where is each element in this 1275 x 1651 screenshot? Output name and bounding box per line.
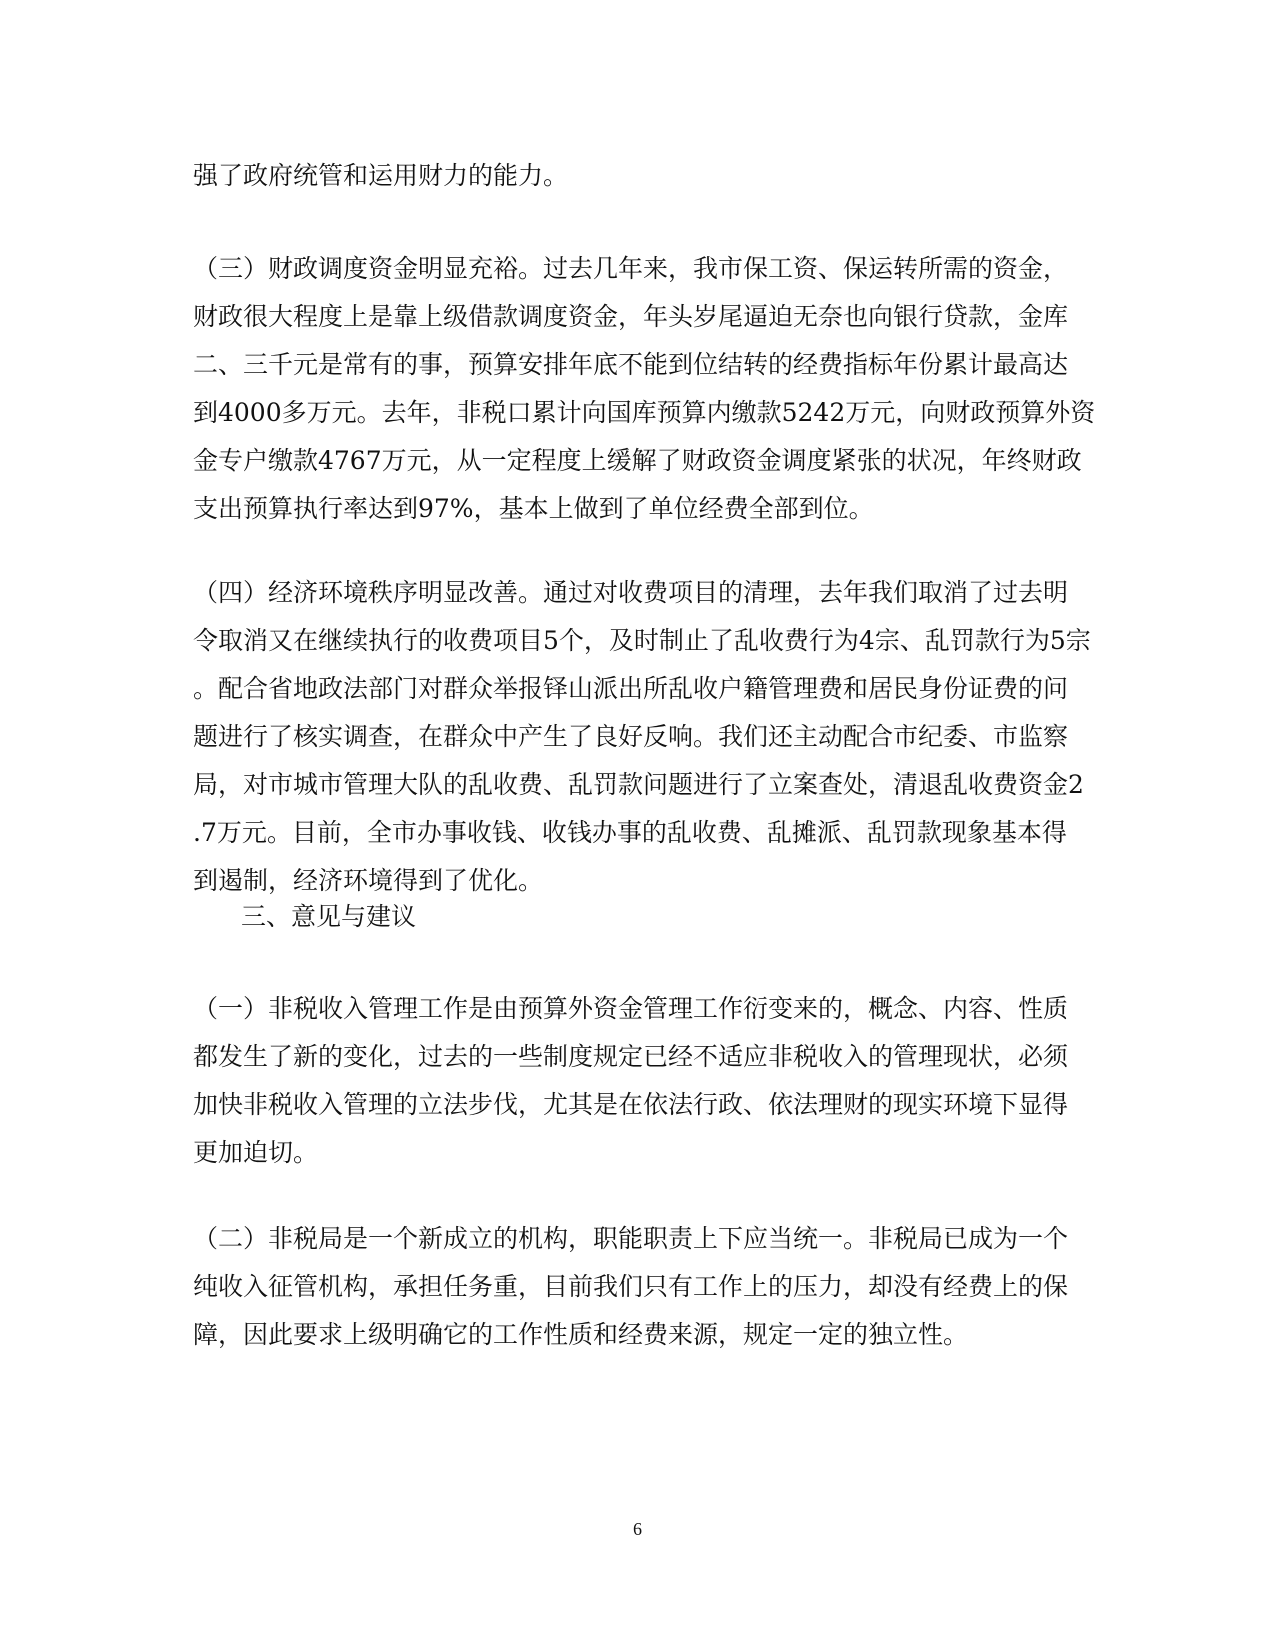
text-line: （二）非税局是一个新成立的机构，职能职责上下应当统一。非税局已成为一个 <box>193 1224 1069 1253</box>
text-line: 题进行了核实调查，在群众中产生了良好反响。我们还主动配合市纪委、市监察 <box>193 722 1069 751</box>
paragraph-legislation <box>193 985 1083 1177</box>
text-line: 障，因此要求上级明确它的工作性质和经费来源，规定一定的独立性。 <box>193 1320 969 1349</box>
text-line: 财政很大程度上是靠上级借款调度资金，年头岁尾逼迫无奈也向银行贷款，金库 <box>193 302 1069 331</box>
text-line: 强了政府统管和运用财力的能力。 <box>193 161 569 190</box>
text-line: 到遏制，经济环境得到了优化。 <box>193 866 544 895</box>
text-line: 二、三千元是常有的事，预算安排年底不能到位结转的经费指标年份累计最高达 <box>193 350 1069 379</box>
text-line: 。配合省地政法部门对群众举报铎山派出所乱收户籍管理费和居民身份证费的问 <box>193 674 1069 703</box>
paragraph-fund-scheduling <box>193 245 1096 533</box>
text-line: 加快非税收入管理的立法步伐，尤其是在依法行政、依法理财的现实环境下显得 <box>193 1090 1069 1119</box>
section-heading <box>193 893 1083 941</box>
paragraph-continuation <box>193 152 1083 200</box>
text-line: 纯收入征管机构，承担任务重，目前我们只有工作上的压力，却没有经费上的保 <box>193 1272 1069 1301</box>
text-line: 都发生了新的变化，过去的一些制度规定已经不适应非税收入的管理现状，必须 <box>193 1042 1069 1071</box>
text-line: .7万元。目前，全市办事收钱、收钱办事的乱收费、乱摊派、乱罚款现象基本得 <box>193 818 1067 847</box>
text-line: （三）财政调度资金明显充裕。过去几年来，我市保工资、保运转所需的资金， <box>193 254 1069 283</box>
paragraph-economic-environment <box>193 569 1091 905</box>
text-line: 金专户缴款4767万元，从一定程度上缓解了财政资金调度紧张的状况，年终财政 <box>193 446 1082 475</box>
paragraph-institution <box>193 1215 1083 1359</box>
text-line: （四）经济环境秩序明显改善。通过对收费项目的清理，去年我们取消了过去明 <box>193 578 1069 607</box>
section-heading-text: 三、意见与建议 <box>241 902 417 931</box>
text-line: 局，对市城市管理大队的乱收费、乱罚款问题进行了立案查处，清退乱收费资金2 <box>193 770 1084 799</box>
text-line: （一）非税收入管理工作是由预算外资金管理工作衍变来的，概念、内容、性质 <box>193 994 1069 1023</box>
page-number: 6 <box>633 1519 642 1539</box>
text-line: 更加迫切。 <box>193 1138 319 1167</box>
text-line: 令取消又在继续执行的收费项目5个，及时制止了乱收费行为4宗、乱罚款行为5宗 <box>193 626 1091 655</box>
text-line: 到4000多万元。去年，非税口累计向国库预算内缴款5242万元，向财政预算外资 <box>193 398 1096 427</box>
text-line: 支出预算执行率达到97%，基本上做到了单位经费全部到位。 <box>193 494 874 523</box>
